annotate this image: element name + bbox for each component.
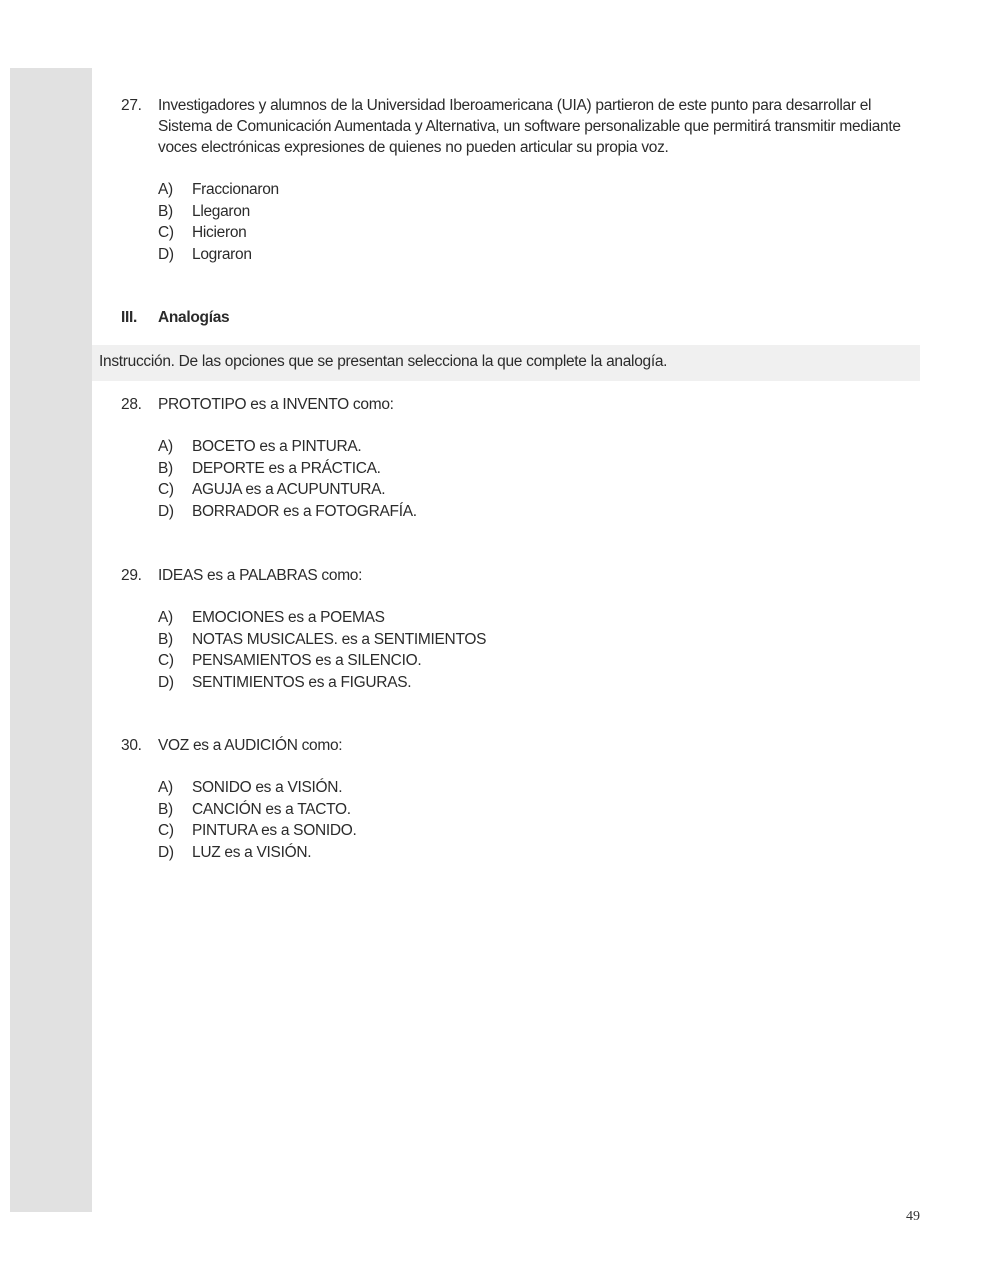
option-text: DEPORTE es a PRÁCTICA.: [192, 459, 381, 477]
option-b[interactable]: [158, 458, 921, 480]
option-letter: C): [158, 481, 174, 498]
question-27: [121, 95, 921, 265]
option-letter: A): [158, 438, 173, 455]
section-title: Analogías: [158, 309, 230, 326]
option-text: BOCETO es a PINTURA.: [192, 438, 362, 455]
instruction-box: Instrucción. De las opciones que se presentan selecciona la que complete la analogía.: [92, 345, 920, 381]
section-heading: [121, 309, 229, 327]
option-b[interactable]: [158, 799, 921, 821]
option-c[interactable]: [158, 820, 921, 842]
option-text: CANCIÓN es a TACTO.: [192, 800, 351, 818]
answer-options: [158, 777, 921, 863]
section-number: III.: [121, 309, 138, 326]
option-a[interactable]: [158, 179, 921, 201]
option-letter: D): [158, 245, 174, 263]
option-text: AGUJA es a ACUPUNTURA.: [192, 481, 386, 498]
option-c[interactable]: [158, 650, 921, 672]
question-number: 28.: [121, 396, 142, 413]
question-number: 29.: [121, 567, 142, 584]
page-number: 49: [906, 1209, 920, 1224]
option-b[interactable]: [158, 201, 921, 223]
option-letter: C): [158, 652, 174, 669]
option-letter: B): [158, 630, 173, 648]
option-text: PINTURA es a SONIDO.: [192, 822, 357, 839]
question-30: [121, 735, 921, 863]
option-d[interactable]: [158, 501, 921, 523]
option-a[interactable]: [158, 777, 921, 799]
option-letter: D): [158, 673, 174, 691]
option-text: EMOCIONES es a POEMAS: [192, 609, 385, 626]
option-c[interactable]: [158, 479, 921, 501]
option-d[interactable]: [158, 672, 921, 694]
option-text: PENSAMIENTOS es a SILENCIO.: [192, 652, 422, 669]
question-number: 27.: [121, 97, 142, 114]
option-text: LUZ es a VISIÓN.: [192, 843, 312, 861]
question-29: [121, 565, 921, 693]
question-text: Investigadores y alumnos de la Universidad Iberoamericana (UIA) partieron de este punto para desarrollar el Sistema de Comunicación Aumentada y Alternativa, un software personalizable que permitirá transmitir mediante voces electrónicas expresiones de quienes no pueden articular su propia voz.: [158, 97, 901, 156]
option-letter: D): [158, 502, 174, 520]
option-d[interactable]: [158, 244, 921, 266]
option-letter: A): [158, 609, 173, 626]
option-text: SENTIMIENTOS es a FIGURAS.: [192, 673, 412, 691]
answer-options: [158, 179, 921, 265]
option-text: SONIDO es a VISIÓN.: [192, 779, 343, 796]
option-text: Lograron: [192, 245, 252, 263]
option-d[interactable]: [158, 842, 921, 864]
answer-options: [158, 436, 921, 522]
option-letter: A): [158, 779, 173, 796]
option-a[interactable]: [158, 607, 921, 629]
question-number: 30.: [121, 737, 142, 754]
question-28: [121, 394, 921, 522]
option-text: NOTAS MUSICALES. es a SENTIMIENTOS: [192, 630, 487, 648]
option-letter: C): [158, 224, 174, 241]
option-b[interactable]: [158, 629, 921, 651]
option-c[interactable]: [158, 222, 921, 244]
option-letter: B): [158, 459, 173, 477]
answer-options: [158, 607, 921, 693]
option-letter: A): [158, 181, 173, 198]
option-letter: D): [158, 843, 174, 861]
option-letter: B): [158, 202, 173, 220]
option-letter: C): [158, 822, 174, 839]
question-text: VOZ es a AUDICIÓN como:: [158, 737, 343, 754]
question-text: IDEAS es a PALABRAS como:: [158, 567, 363, 584]
question-text: PROTOTIPO es a INVENTO como:: [158, 396, 394, 413]
option-text: Llegaron: [192, 202, 250, 220]
option-a[interactable]: [158, 436, 921, 458]
option-letter: B): [158, 800, 173, 818]
option-text: Fraccionaron: [192, 181, 279, 198]
option-text: BORRADOR es a FOTOGRAFÍA.: [192, 502, 417, 520]
option-text: Hicieron: [192, 224, 247, 241]
